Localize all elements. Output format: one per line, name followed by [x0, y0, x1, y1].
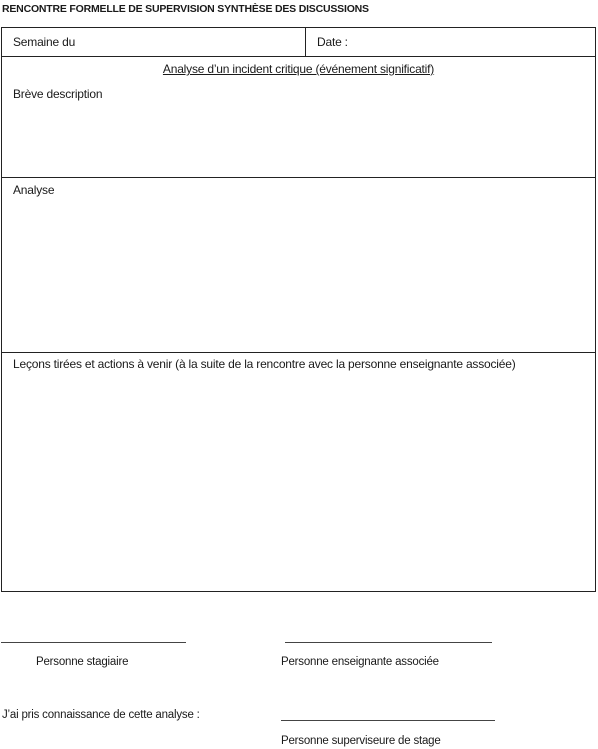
- supervision-form: [1, 27, 596, 592]
- breve-description-label: Brève description: [13, 87, 103, 101]
- lecons-label: Leçons tirées et actions à venir (à la suite de la rencontre avec la personne enseignante associée): [13, 357, 516, 371]
- semaine-label: Semaine du: [13, 35, 76, 49]
- analyse-label: Analyse: [13, 183, 55, 197]
- breve-description-section[interactable]: [2, 57, 595, 178]
- superviseure-label: Personne superviseure de stage: [281, 735, 441, 747]
- document-title: RENCONTRE FORMELLE DE SUPERVISION SYNTHÈSE DES DISCUSSIONS: [2, 3, 369, 15]
- enseignante-label: Personne enseignante associée: [281, 656, 439, 668]
- incident-heading: Analyse d’un incident critique (événement significatif): [162, 62, 435, 76]
- form-header-row: [2, 28, 595, 57]
- semaine-cell[interactable]: [2, 28, 306, 56]
- enseignante-signature-line[interactable]: [285, 642, 492, 643]
- analyse-section[interactable]: [2, 178, 595, 353]
- superviseure-signature-line[interactable]: [281, 720, 495, 721]
- stagiaire-label: Personne stagiaire: [36, 656, 129, 668]
- acknowledgement-text: J’ai pris connaissance de cette analyse :: [2, 709, 200, 721]
- stagiaire-signature-line[interactable]: [1, 642, 186, 643]
- lecons-section[interactable]: [2, 353, 595, 592]
- date-label: Date :: [317, 35, 348, 49]
